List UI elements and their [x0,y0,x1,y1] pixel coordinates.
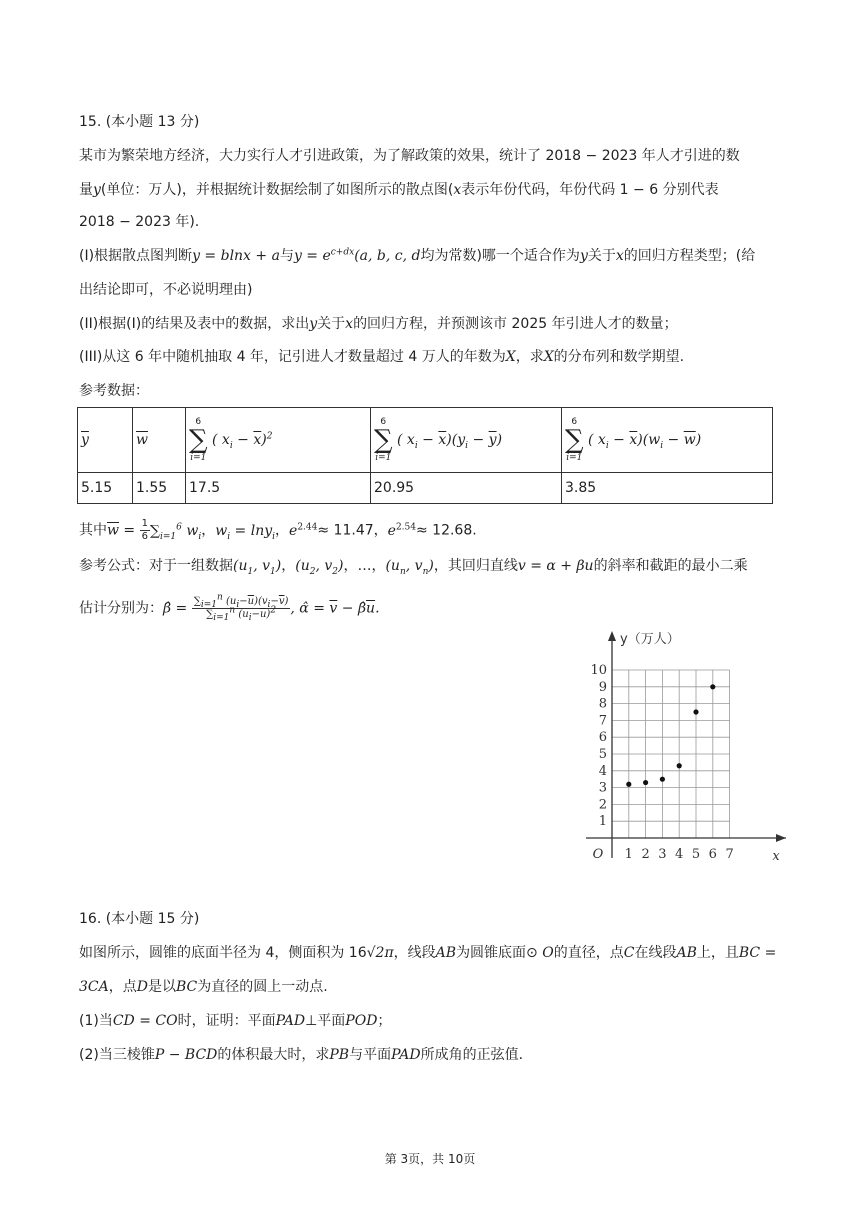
x-tick-label: 6 [708,847,717,862]
reference-data-table [77,407,773,504]
q15-intro-line1: 某市为繁荣地方经济，大力实行人才引进政策，为了解政策的效果，统计了 2018 − 2023 年人才引进的数 [79,148,740,164]
y-axis-label: y（万人） [620,632,680,647]
q16-intro-line2: 3CA，点D是以BC为直径的圆上一动点. [79,979,328,995]
y-tick-label: 7 [598,713,607,729]
q16-header: 16. (本小题 15 分) [79,911,200,927]
table-row [78,473,773,504]
x-axis-arrow [776,834,786,842]
y-tick-label: 2 [598,797,607,813]
scatter-chart [576,627,796,867]
col-wbar: $\overline{w}$ [133,408,186,473]
cell-wbar: 1.55 [133,473,186,504]
col-sum-xy: 6 ∑ i=1 ( $x_i - \overline{x})(y_i - \overline{y})$ [371,408,562,473]
y-tick-label: 5 [598,747,607,762]
data-point [643,780,648,785]
x-tick-label: 7 [725,847,734,862]
data-point [677,763,682,768]
x-axis-label: x [772,849,780,864]
y-tick-label: 4 [598,763,607,779]
q16-intro-line1: 如图所示，圆锥的底面半径为 4，侧面积为 16√2π，线段AB为圆锥底面⊙ O的直径，点C在线段AB上，且BC = [79,945,777,961]
q15-part2: (II)根据(I)的结果及表中的数据，求出y关于x的回归方程，并预测该市 2025 年引进人才的数量； [79,316,678,332]
data-point [693,709,698,714]
y-tick-label: 9 [598,679,607,695]
origin-label: O [592,847,604,862]
q15-intro-line2: 量y(单位：万人)，并根据统计数据绘制了如图所示的散点图(x表示年份代码，年份代码 1 − 6 分别代表 [79,182,719,198]
q16-part1: (1)当CD = CO时，证明：平面PAD⊥平面POD； [79,1013,392,1029]
y-tick-label: 8 [598,696,607,712]
q15-intro-line3: 2018 − 2023 年). [79,214,200,230]
x-tick-label: 2 [641,847,650,862]
data-point [626,782,631,787]
formula-line1: 参考公式：对于一组数据($u_1$, $v_1$)，($u_2$, $v_2$)，…，($u_n$, $v_n$)，其回归直线v = α + βu的斜率和截距的最小二乘 [79,558,748,577]
formula-line2: 估计分别为：β̂ = $\frac{\sum_{i=1}^n (u_i-\overline{u})(v_i-\overline{v})}{\sum_{i=1}^n (u_i-\overline{u})^2}$ , α̂ = $\overline{v}$ − $\betâ\overline{u}$. [79,592,380,623]
table-note: 其中$\overline{w}$ = $\frac{1}{6}$ $\sum_{i=1}^6$ $w_i$，$w_i = \ln y_i$，$e^{2.44}\approx 11.47$，$e^{2.54}\approx 12.68$. [79,518,477,542]
q15-part1-line1: (I)根据散点图判断y = blnx + a与$y = e^{c+dx}(a$, b, c, d均为常数)哪一个适合作为y关于x的回归方程类型；(给 [79,247,756,264]
y-tick-label: 6 [598,730,607,746]
x-tick-label: 1 [624,847,633,862]
y-tick-label: 10 [590,663,607,678]
reference-data-label: 参考数据： [79,383,149,399]
page-footer: 第 3页，共 10页 [384,1152,476,1166]
y-axis-arrow [608,631,616,641]
y-tick-label: 1 [598,814,607,830]
col-sum-xw: 6 ∑ i=1 ( $x_i - \overline{x})(w_i - \overline{w})$ [562,408,773,473]
q16-part2: (2)当三棱锥P − BCD的体积最大时，求PB与平面PAD所成角的正弦值. [79,1047,524,1063]
x-tick-label: 4 [675,847,684,862]
table-header-row [78,408,773,473]
cell-sum-xx: 17.5 [186,473,371,504]
q15-part1-line2: 出结论即可，不必说明理由) [79,282,253,298]
x-tick-label: 5 [691,847,701,862]
x-tick-label: 3 [658,847,667,862]
col-ybar: $\overline{y}$ [78,408,133,473]
data-point [660,777,665,782]
cell-ybar: 5.15 [78,473,133,504]
q15-header: 15. (本小题 13 分) [79,114,200,130]
q15-part3: (III)从这 6 年中随机抽取 4 年，记引进人才数量超过 4 万人的年数为X，求X的分布列和数学期望. [79,349,685,365]
data-point [710,684,715,689]
col-sum-xx: 6 ∑ i=1 ( $x_i - \overline{x})^2$ [186,408,371,473]
cell-sum-xw: 3.85 [562,473,773,504]
cell-sum-xy: 20.95 [371,473,562,504]
y-tick-label: 3 [598,780,607,796]
